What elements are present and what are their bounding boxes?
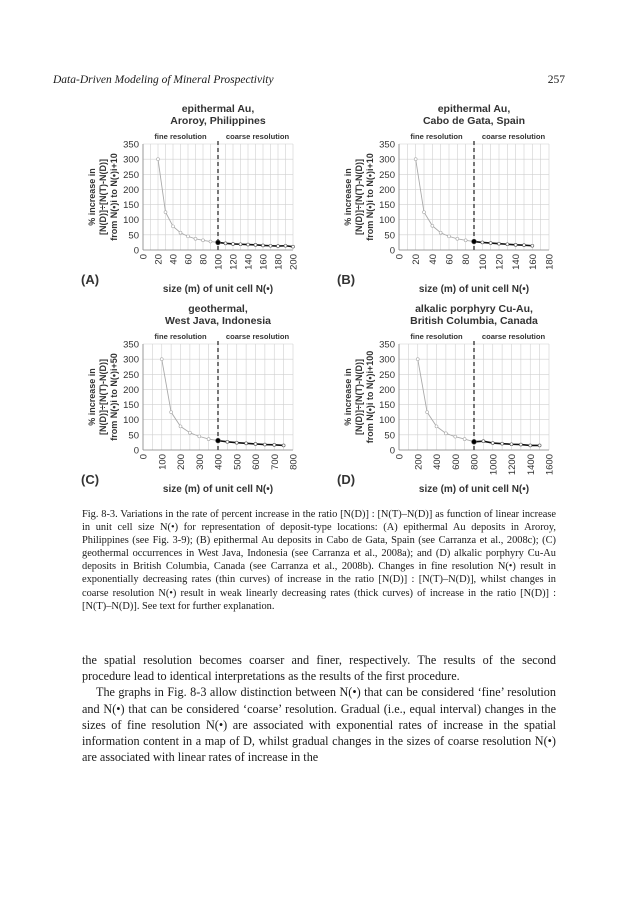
coarse-data-point: [247, 243, 250, 246]
body-paragraph: The graphs in Fig. 8-3 allow distinction between N(•) that can be considered ‘fine’ resolution and N(•) that can be considered ‘coarse’ resolution. Gradual (i.e., equal interval) changes in the sizes of fine resolution N(•) are associated with exponential rates of increase in the spatial information content in a map of D, whilst gradual changes in the sizes of coarse resolution N(•) are associated with linear rates of increase in the: [82, 685, 556, 765]
y-tick-label: 100: [379, 415, 395, 427]
fine-data-point: [435, 425, 438, 428]
y-tick-label: 350: [379, 139, 395, 151]
x-tick-label: 400: [213, 454, 225, 470]
coarse-data-point: [506, 243, 509, 246]
x-tick-label: 1000: [488, 454, 500, 476]
y-axis-label: [N(D)]÷[N(T)-N(D)]: [98, 359, 108, 435]
x-tick-label: 140: [511, 254, 523, 270]
fine-series-line: [416, 159, 474, 241]
fine-data-point: [160, 358, 163, 361]
y-axis-label: [N(D)]÷[N(T)-N(D)]: [354, 159, 364, 235]
coarse-data-point: [226, 440, 229, 443]
x-tick-label: 0: [394, 254, 406, 260]
fine-data-point: [170, 411, 173, 414]
fine-data-point: [414, 158, 417, 161]
chart-d: [309, 298, 565, 498]
x-tick-label: 1600: [544, 454, 556, 476]
fine-data-point: [444, 432, 447, 435]
coarse-resolution-label: coarse resolution: [225, 332, 290, 341]
y-tick-label: 100: [123, 415, 139, 427]
fine-data-point: [423, 211, 426, 214]
panel-label: (D): [337, 472, 356, 487]
x-tick-label: 0: [394, 454, 406, 460]
y-tick-label: 150: [379, 200, 395, 212]
x-axis-label: size (m) of unit cell N(•): [162, 284, 274, 295]
x-tick-label: 200: [288, 254, 300, 270]
x-tick-label: 60: [183, 254, 195, 265]
fine-data-point: [456, 237, 459, 240]
coarse-data-point: [498, 242, 501, 245]
y-tick-label: 350: [123, 139, 139, 151]
coarse-data-point: [262, 244, 265, 247]
x-tick-label: 80: [198, 254, 210, 265]
fine-data-point: [157, 158, 160, 161]
x-tick-label: 120: [494, 254, 506, 270]
x-axis-label: size (m) of unit cell N(•): [418, 484, 530, 495]
y-tick-label: 250: [379, 169, 395, 181]
x-axis-label: size (m) of unit cell N(•): [162, 484, 274, 495]
coarse-data-point: [254, 243, 257, 246]
fine-data-point: [454, 435, 457, 438]
y-tick-label: 50: [128, 430, 139, 442]
fine-data-point: [179, 425, 182, 428]
y-axis-label: from N(•)i to N(•)i+10: [109, 153, 119, 241]
fine-data-point: [209, 240, 212, 243]
coarse-data-point: [531, 244, 534, 247]
y-axis-label: from N(•)i to N(•)i+50: [109, 353, 119, 441]
y-tick-label: 150: [123, 200, 139, 212]
fine-resolution-label: fine resolution: [154, 132, 207, 141]
x-tick-label: 160: [527, 254, 539, 270]
x-tick-label: 700: [269, 454, 281, 470]
panel-label: (B): [337, 272, 356, 287]
fine-data-point: [202, 239, 205, 242]
x-tick-label: 180: [544, 254, 556, 270]
coarse-data-point: [284, 244, 287, 247]
fine-data-point: [164, 211, 167, 214]
y-tick-label: 350: [123, 339, 139, 351]
y-tick-label: 300: [379, 154, 395, 166]
fine-data-point: [187, 235, 190, 238]
chart-panel-d: [309, 298, 565, 498]
chart-title: British Columbia, Canada: [410, 315, 538, 327]
fine-data-point: [194, 237, 197, 240]
chart-c: [53, 298, 309, 498]
y-tick-label: 0: [133, 445, 139, 457]
coarse-data-point: [269, 244, 272, 247]
x-tick-label: 500: [232, 454, 244, 470]
fine-data-point: [179, 231, 182, 234]
chart-title: alkalic porphyry Cu-Au,: [415, 303, 533, 315]
fine-data-point: [431, 224, 434, 227]
x-tick-label: 1400: [525, 454, 537, 476]
coarse-data-point: [254, 442, 257, 445]
chart-a: [53, 98, 309, 298]
x-tick-label: 100: [477, 254, 489, 270]
y-tick-label: 0: [133, 245, 139, 257]
y-tick-label: 200: [123, 184, 139, 196]
y-axis-label: from N(•)i to N(•)i+100: [365, 350, 375, 444]
coarse-data-point: [216, 240, 221, 245]
coarse-data-point: [501, 442, 504, 445]
coarse-data-point: [277, 245, 280, 248]
coarse-data-point: [489, 242, 492, 245]
chart-panel-c: [53, 298, 309, 498]
coarse-data-point: [263, 443, 266, 446]
x-tick-label: 40: [427, 254, 439, 265]
x-tick-label: 100: [213, 254, 225, 270]
x-tick-label: 160: [258, 254, 270, 270]
coarse-data-point: [235, 441, 238, 444]
panel-label: (A): [81, 272, 100, 287]
chart-title: West Java, Indonesia: [164, 315, 272, 327]
coarse-data-point: [514, 243, 517, 246]
running-head: [53, 74, 565, 90]
coarse-data-point: [232, 242, 235, 245]
x-tick-label: 1200: [507, 454, 518, 476]
chart-title: geothermal,: [188, 303, 248, 315]
x-tick-label: 600: [450, 454, 462, 470]
body-text: [82, 652, 556, 765]
fine-data-point: [463, 438, 466, 441]
coarse-data-point: [224, 242, 227, 245]
coarse-data-point: [239, 243, 242, 246]
y-tick-label: 0: [389, 445, 395, 457]
y-tick-label: 150: [123, 400, 139, 412]
coarse-data-point: [292, 245, 295, 248]
fine-data-point: [464, 239, 467, 242]
x-tick-label: 200: [176, 454, 187, 470]
x-tick-label: 20: [153, 254, 165, 265]
fine-data-point: [416, 358, 419, 361]
x-tick-label: 0: [138, 454, 150, 460]
fine-resolution-label: fine resolution: [154, 332, 207, 341]
x-tick-label: 180: [273, 254, 285, 270]
x-tick-label: 40: [168, 254, 180, 265]
coarse-data-point: [523, 244, 526, 247]
y-tick-label: 50: [128, 230, 139, 242]
chart-title: epithermal Au,: [437, 103, 511, 115]
coarse-data-point: [482, 440, 485, 443]
x-tick-label: 800: [469, 454, 481, 470]
y-axis-label: % increase in: [87, 168, 97, 226]
y-tick-label: 50: [384, 230, 395, 242]
coarse-data-point: [273, 443, 276, 446]
page-number: 257: [547, 74, 565, 86]
x-tick-label: 80: [461, 254, 473, 265]
y-axis-label: % increase in: [343, 168, 353, 226]
figure-caption: [82, 508, 556, 613]
coarse-resolution-label: coarse resolution: [481, 332, 546, 341]
x-tick-label: 120: [228, 254, 240, 270]
x-tick-label: 600: [251, 454, 262, 470]
chart-panel-b: [309, 98, 565, 298]
coarse-data-point: [510, 443, 513, 446]
x-tick-label: 140: [243, 254, 255, 270]
body-paragraph: the spatial resolution becomes coarser and finer, respectively. The results of the second procedure lead to identical interpretations as the results of the first procedure.: [82, 653, 556, 684]
coarse-data-point: [216, 438, 221, 443]
figure-8-3: [53, 98, 565, 498]
fine-data-point: [198, 435, 201, 438]
y-tick-label: 300: [123, 154, 139, 166]
x-tick-label: 100: [157, 454, 169, 470]
y-tick-label: 150: [379, 400, 395, 412]
coarse-data-point: [519, 443, 522, 446]
fine-data-point: [439, 231, 442, 234]
chart-title: Cabo de Gata, Spain: [422, 115, 526, 127]
x-tick-label: 800: [288, 454, 300, 470]
x-tick-label: 60: [444, 254, 456, 265]
y-tick-label: 300: [379, 354, 395, 366]
running-title: Data-Driven Modeling of Mineral Prospectivity: [53, 74, 274, 86]
y-tick-label: 250: [123, 369, 139, 381]
y-tick-label: 200: [379, 184, 395, 196]
y-axis-label: from N(•)i to N(•)i+10: [365, 153, 375, 241]
fine-resolution-label: fine resolution: [410, 132, 463, 141]
coarse-resolution-label: coarse resolution: [225, 132, 290, 141]
chart-panel-a: [53, 98, 309, 298]
coarse-data-point: [481, 241, 484, 244]
fine-resolution-label: fine resolution: [410, 332, 463, 341]
y-tick-label: 300: [123, 354, 139, 366]
y-axis-label: % increase in: [343, 368, 353, 426]
x-axis-label: size (m) of unit cell N(•): [418, 284, 530, 295]
chart-title: Aroroy, Philippines: [170, 115, 266, 127]
y-tick-label: 50: [384, 430, 395, 442]
y-axis-label: [N(D)]÷[N(T)-N(D)]: [98, 159, 108, 235]
y-tick-label: 350: [379, 339, 395, 351]
y-tick-label: 100: [123, 215, 139, 227]
coarse-data-point: [538, 444, 541, 447]
y-tick-label: 200: [379, 384, 395, 396]
chart-b: [309, 98, 565, 298]
fine-data-point: [426, 411, 429, 414]
fine-data-point: [188, 431, 191, 434]
coarse-data-point: [472, 439, 477, 444]
y-tick-label: 200: [123, 384, 139, 396]
fine-data-point: [207, 438, 210, 441]
y-axis-label: % increase in: [87, 368, 97, 426]
x-tick-label: 20: [411, 254, 423, 265]
coarse-data-point: [491, 442, 494, 445]
x-tick-label: 300: [194, 454, 206, 470]
chart-title: epithermal Au,: [181, 103, 255, 115]
coarse-data-point: [245, 442, 248, 445]
coarse-data-point: [472, 239, 477, 244]
coarse-data-point: [529, 444, 532, 447]
y-axis-label: [N(D)]÷[N(T)-N(D)]: [354, 359, 364, 435]
fine-data-point: [172, 225, 175, 228]
x-tick-label: 400: [432, 454, 443, 470]
y-tick-label: 250: [379, 369, 395, 381]
coarse-data-point: [282, 444, 285, 447]
coarse-resolution-label: coarse resolution: [481, 132, 546, 141]
y-tick-label: 250: [123, 169, 139, 181]
fine-data-point: [448, 235, 451, 238]
y-tick-label: 100: [379, 215, 395, 227]
x-tick-label: 0: [138, 254, 150, 260]
y-tick-label: 0: [389, 245, 395, 257]
caption-text: Fig. 8-3. Variations in the rate of percent increase in the ratio [N(D)] : [N(T)–N(D)] as function of linear increase in unit cell size N(•) for representation of deposit-type locations: (A) epithermal Au deposits in Aroroy, Philippines (see Fig. 3-9); (B) epithermal Au deposits in Cabo de Gata, Spain (see Carranza et al., 2008c); (C) geothermal occurrences in West Java, Indonesia (see Carranza et al., 2008a); and (D) alkalic porphyry Cu-Au deposits in British Columbia, Canada (see Carranza et al., 2008b). Changes in fine resolution N(•) result in exponentially decreasing rates (thin curves) of increase in the ratio [N(D)] : [N(T)–N(D)], whilst changes in coarse resolution N(•) result in weak linearly decreasing rates (thick curves) of increase in the ratio [N(D)] : [N(T)–N(D)]. See text for further explanation.: [82, 509, 556, 612]
panel-label: (C): [81, 472, 100, 487]
x-tick-label: 200: [413, 454, 425, 470]
